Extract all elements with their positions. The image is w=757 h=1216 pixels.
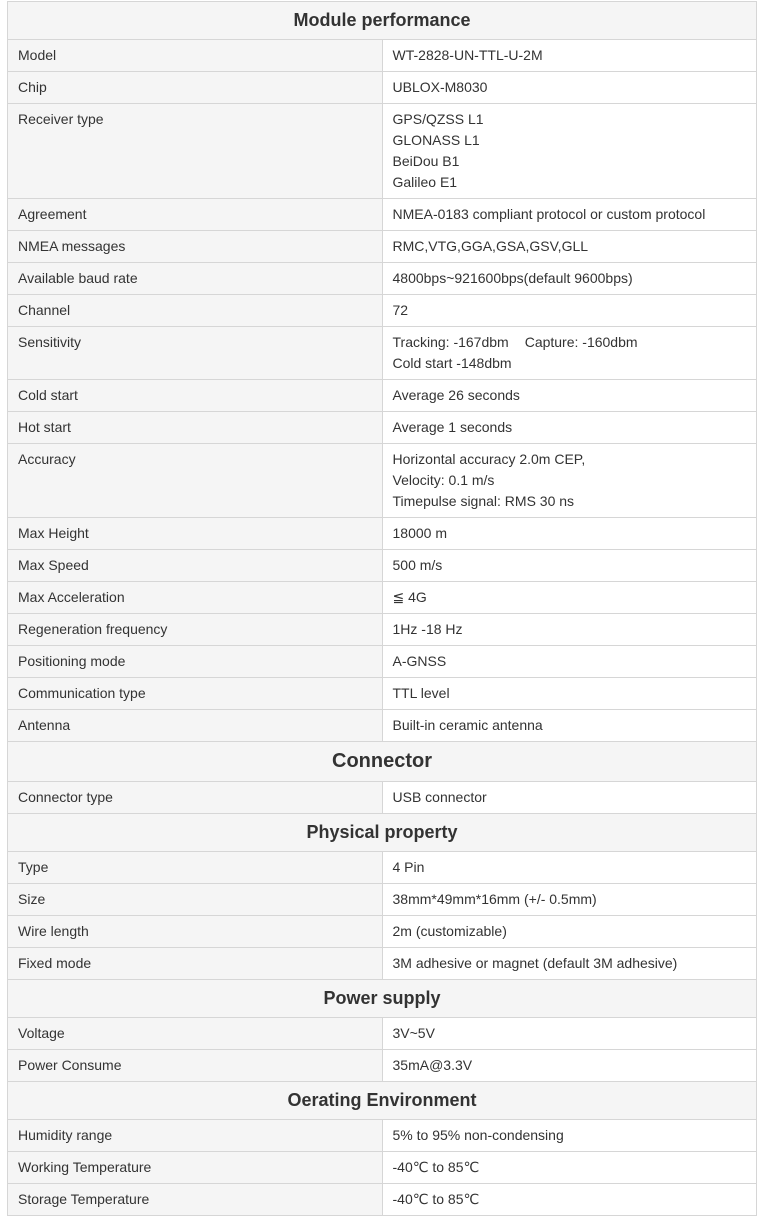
spec-row-storage-temperature [8,1184,757,1216]
spec-label: Connector type [8,782,383,814]
spec-value-part: Capture: -160dbm [524,334,638,350]
spec-label: Power Consume [8,1050,383,1082]
spec-value [382,582,757,614]
spec-value [382,782,757,814]
spec-value [382,916,757,948]
spec-value-line: Velocity: 0.1 m/s [392,472,495,488]
spec-row-connector-type [8,782,757,814]
spec-value-line: BeiDou B1 [392,153,460,169]
spec-value-line: USB connector [392,789,487,805]
spec-value-line: 38mm*49mm*16mm (+/- 0.5mm) [392,891,597,907]
spec-value-line: 35mA@3.3V [392,1057,473,1073]
spec-value-line: -40℃ to 85℃ [392,1159,480,1175]
spec-value-line: -40℃ to 85℃ [392,1191,480,1207]
spec-label: Max Speed [8,550,383,582]
spec-value-line: UBLOX-M8030 [392,79,488,95]
spec-value [382,1184,757,1216]
spec-row-channel [8,295,757,327]
spec-value [382,40,757,72]
spec-label: NMEA messages [8,231,383,263]
section-header-row [8,980,757,1018]
spec-value-line: 1Hz -18 Hz [392,621,463,637]
spec-label: Accuracy [8,444,383,518]
spec-label: Positioning mode [8,646,383,678]
spec-value [382,263,757,295]
section-title-power-supply: Power supply [8,980,757,1018]
spec-value-line: TTL level [392,685,450,701]
spec-row-max-height [8,518,757,550]
spec-label: Voltage [8,1018,383,1050]
spec-table [7,1,757,1216]
spec-value [382,104,757,199]
spec-value-line: Timepulse signal: RMS 30 ns [392,493,575,509]
spec-value-line: Galileo E1 [392,174,458,190]
spec-row-nmea-messages [8,231,757,263]
spec-row-size [8,884,757,916]
spec-row-antenna [8,710,757,742]
spec-label: Communication type [8,678,383,710]
spec-value-line: 3M adhesive or magnet (default 3M adhesive) [392,955,678,971]
spec-label: Channel [8,295,383,327]
section-header-row [8,814,757,852]
spec-row-max-acceleration [8,582,757,614]
spec-row-wire-length [8,916,757,948]
spec-row-model [8,40,757,72]
spec-value-line: 72 [392,302,409,318]
spec-row-voltage [8,1018,757,1050]
spec-value-line: 18000 m [392,525,447,541]
section-title-module-performance: Module performance [8,2,757,40]
spec-label: Storage Temperature [8,1184,383,1216]
spec-label: Humidity range [8,1120,383,1152]
spec-label: Hot start [8,412,383,444]
section-header-row [8,2,757,40]
spec-value-line: Horizontal accuracy 2.0m CEP, [392,451,586,467]
spec-row-type [8,852,757,884]
spec-value [382,295,757,327]
spec-label: Receiver type [8,104,383,199]
spec-label: Regeneration frequency [8,614,383,646]
spec-value-line: 3V~5V [392,1025,435,1041]
spec-value-part: Tracking: -167dbm [392,334,509,350]
spec-value [382,550,757,582]
spec-label: Agreement [8,199,383,231]
spec-row-agreement [8,199,757,231]
section-title-physical-property: Physical property [8,814,757,852]
spec-value [382,444,757,518]
spec-label: Size [8,884,383,916]
spec-value [382,646,757,678]
spec-value [382,327,757,380]
section-title-connector: Connector [8,742,757,782]
spec-label: Fixed mode [8,948,383,980]
section-header-row [8,742,757,782]
spec-value [382,1018,757,1050]
spec-value [382,948,757,980]
spec-value-line: GPS/QZSS L1 [392,111,484,127]
spec-value-line: A-GNSS [392,653,447,669]
spec-value-line: WT-2828-UN-TTL-U-2M [392,47,543,63]
spec-row-receiver-type [8,104,757,199]
spec-value-line: 4 Pin [392,859,425,875]
spec-label: Model [8,40,383,72]
spec-label: Max Acceleration [8,582,383,614]
spec-label: Max Height [8,518,383,550]
spec-label: Cold start [8,380,383,412]
spec-label: Chip [8,72,383,104]
spec-label: Wire length [8,916,383,948]
spec-value-line: 2m (customizable) [392,923,507,939]
spec-value [382,710,757,742]
spec-row-positioning-mode [8,646,757,678]
section-title-oerating-environment: Oerating Environment [8,1082,757,1120]
spec-row-sensitivity [8,327,757,380]
spec-row-communication-type [8,678,757,710]
spec-value-line: RMC,VTG,GGA,GSA,GSV,GLL [392,238,589,254]
spec-row-regeneration-frequency [8,614,757,646]
spec-value-line: 5% to 95% non-condensing [392,1127,564,1143]
spec-value-line: NMEA-0183 compliant protocol or custom protocol [392,206,706,222]
spec-value [382,678,757,710]
spec-value-line: Average 26 seconds [392,387,520,403]
spec-row-power-consume [8,1050,757,1082]
spec-value [382,852,757,884]
spec-value-line: GLONASS L1 [392,132,480,148]
spec-value [382,614,757,646]
spec-value [382,1120,757,1152]
spec-value-part: Cold start -148dbm [392,355,512,371]
spec-row-working-temperature [8,1152,757,1184]
spec-row-cold-start [8,380,757,412]
spec-row-humidity-range [8,1120,757,1152]
spec-label: Antenna [8,710,383,742]
spec-value [382,72,757,104]
spec-value [382,884,757,916]
spec-label: Working Temperature [8,1152,383,1184]
spec-label: Sensitivity [8,327,383,380]
spec-value [382,518,757,550]
spec-row-accuracy [8,444,757,518]
spec-value [382,412,757,444]
spec-label: Type [8,852,383,884]
section-header-row [8,1082,757,1120]
spec-value [382,1050,757,1082]
spec-row-available-baud-rate [8,263,757,295]
spec-value-line: Average 1 seconds [392,419,513,435]
spec-row-chip [8,72,757,104]
spec-row-hot-start [8,412,757,444]
spec-value [382,199,757,231]
spec-value [382,231,757,263]
spec-value-line: ≦ 4G [392,589,427,605]
spec-row-fixed-mode [8,948,757,980]
spec-value-line: 500 m/s [392,557,443,573]
spec-value-line: 4800bps~921600bps(default 9600bps) [392,270,633,286]
spec-row-max-speed [8,550,757,582]
spec-value [382,1152,757,1184]
spec-label: Available baud rate [8,263,383,295]
spec-table-body [8,2,757,1216]
spec-value [382,380,757,412]
spec-value-line: Built-in ceramic antenna [392,717,543,733]
